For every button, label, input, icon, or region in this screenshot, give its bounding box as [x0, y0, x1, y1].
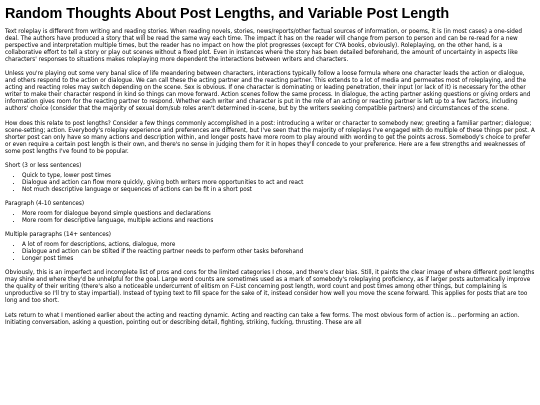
- section-heading-multiple: Multiple paragraphs (14+ sentences): [5, 232, 111, 239]
- list-item: • More room for descriptive language, multiple actions and reactions: [22, 218, 535, 225]
- intro-paragraph-3: How does this relate to post lengths? Consider a few things commonly accomplished in a post: introducing a writer or character to somebody new; greeting a familiar partner; dialogue; scene-setting; action. Everybody's roleplay experience and preferences are different, but I've seen that the majority of roleplays I've engaged with do multiple of these things per post. A shorter post can only have so many actions and description within, and longer posts have more room to play around with wording to get the points across. Somebody's choice to prefer or even require a certain post length is their own, and there's no sense in judging them for it in hopes they'll concede to your preference. Here are a few strengths and weaknesses of some post lengths I've found to be popular.: [5, 120, 535, 155]
- list-item: • Dialogue and action can flow more quickly, giving both writers more opportunities to act and react: [22, 180, 535, 187]
- list-item: • Dialogue and action can be stilted if the reacting partner needs to perform other tasks beforehand: [22, 249, 535, 256]
- multiple-list: [5, 242, 535, 263]
- closing-paragraph-2: Lets return to what I mentioned earlier about the acting and reacting dynamic. Acting and reacting can take a few forms. The most obvious form of action is... performing an action. Initiating conversation, asking a question, pointing out or describing detail, fighting, striking, fucking, thrusting. These are all: [5, 312, 520, 326]
- list-item: • Not much descriptive language or sequences of actions can be fit in a short post: [22, 187, 535, 194]
- intro-paragraph-2: Unless you're playing out some very banal slice of life meandering between characters, interactions typically follow a loose formula where one character leads the action or dialogue, and others respond to the action or dialogue. We can call these the acting partner and the reacting partner. This extends to a lot of media and permeates most of roleplaying, and the acting and reacting roles may switch depending on the scene. Sex is obvious. If one character is dominating or leading penetration, their input (or lack of it) is necessary for the other writer to make their character respond in kind so things can move forward. Action scenes follow the same process. In dialogue, the acting partner asking questions or giving orders and information gives room for the reacting partner to respond. Whether each writer and character is put in the role of an acting or reacting partner is left up to a few factors, including authors' choice (consider that the majority of sexual dom/sub roles aren't determined in-scene, but by the writers seeking compatible partners) and circumstances of the scene.: [5, 71, 531, 113]
- closing-paragraph-1: Obviously, this is an imperfect and incomplete list of pros and cons for the limited categories I chose, and there's clear bias. Still, it paints the clear image of where different post lengths may shine and where they'd be unhelpful for the goal. Large word counts are sometimes used as a mark of somebody's roleplaying proficiency, as if larger posts automatically improve the quality of their writing (there's also a noticeable undercurrent of elitism on F-List concerning post length, word count and post times among other things, but complaining is unproductive so I'll try to stay impartial). Instead of typing text to fill space for the sake of it, instead consider how well you move the scene forward. This applies for posts that are too long and too short.: [5, 270, 535, 305]
- section-heading-paragraph: Paragraph (4-10 sentences): [5, 200, 85, 207]
- list-item: • Quick to type, lower post times: [22, 173, 535, 180]
- section-heading-short: Short (3 or less sentences): [5, 162, 82, 169]
- list-item: • Longer post times: [22, 256, 535, 263]
- paragraph-list: [5, 211, 535, 225]
- list-item: • A lot of room for descriptions, actions, dialogue, more: [22, 242, 535, 249]
- short-list: [5, 173, 535, 194]
- page-title: Random Thoughts About Post Lengths, and Variable Post Length: [5, 6, 450, 22]
- intro-paragraph-1: Text roleplay is different from writing and reading stories. When reading novels, stories, news/reports/other factual sources of information, or poems, it is (in most cases) a one-sided deal. The authors have produced a story that will be read the same way each time. The impact it has on the reader will change from person to person and can be re-read for a new perspective and interpretation multiple times, but the reader has no impact on how the plot progresses (except for CYA books, obviously). Roleplaying, on the other hand, is a collaborative effort to tell a story or play out scenes without a fixed plot. Even in instances where the story has been detailed beforehand, the amount of uncertainty in aspects like characters' responses to situations makes roleplaying more dependent the interactions between writers and characters.: [5, 29, 522, 64]
- list-item: • More room for dialogue beyond simple questions and declarations: [22, 211, 535, 218]
